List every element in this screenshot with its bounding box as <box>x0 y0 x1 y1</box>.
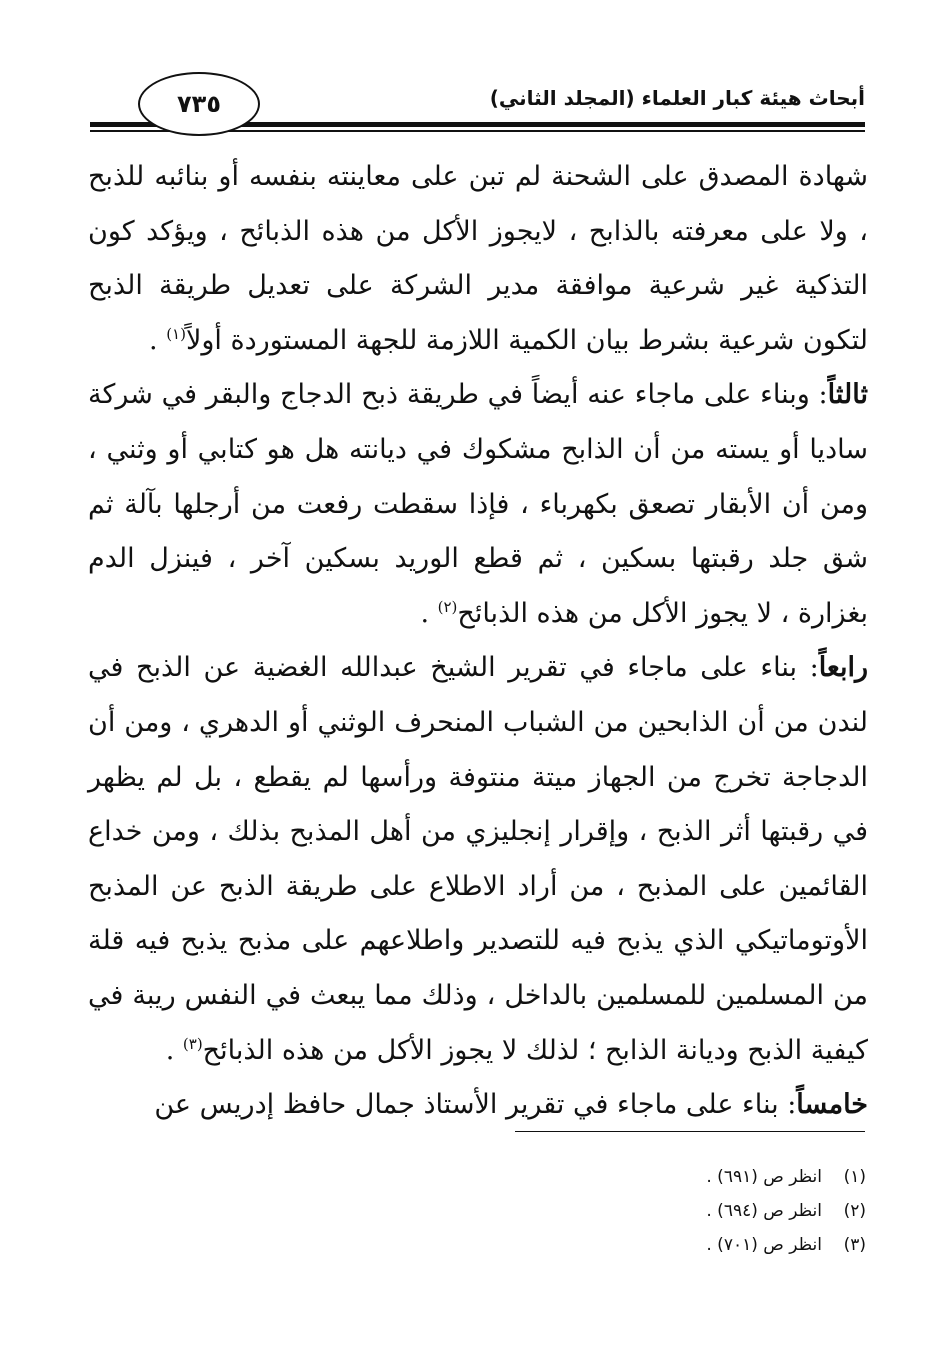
paragraph-text: : بناء على ماجاء في تقرير الشيخ عبدالله الغضية عن الذبح في لندن من أن الذابحين من الشباب المنحرف الوثني أو الدهري ، ومن أن الدجاجة تخرج من الجهاز ميتة منتوفة ورأسها لم يقطع ، بل لم يظهر في رقبتها أثر الذبح ، وإقرار إنجليزي من أهل المذبح بذلك ، ومن خداع القائمين على المذبح ، من أراد الاطلاع على طريقة الذبح عن المذبح الأوتوماتيكي الذي يذبح فيه للتصدير واطلاعهم على مذبح يذبح فيه قلة من المسلمين للمسلمين بالداخل ، وذلك مما يبعث في النفس ريبة في كيفية الذبح وديانة الذابح ؛ لذلك لا يجوز الأكل من هذه الذبائح <box>88 652 868 1066</box>
paragraph <box>88 368 868 641</box>
footnote-text: انظر ص (٧٠١) . <box>706 1235 822 1255</box>
paragraph-text: : بناء على ماجاء في تقرير الأستاذ جمال حافظ إدريس عن <box>154 1089 797 1121</box>
paragraph-tail: . <box>420 597 438 629</box>
footnote-number: (٢) <box>843 1201 866 1221</box>
footnote-number: (١) <box>843 1167 866 1187</box>
main-text <box>88 150 868 1133</box>
footnote <box>706 1194 866 1228</box>
footnote-text: انظر ص (٦٩١) . <box>706 1167 822 1187</box>
footnote-ref: (١) <box>166 324 186 343</box>
book-title: أبحاث هيئة كبار العلماء (المجلد الثاني) <box>489 86 865 110</box>
paragraph-text: شهادة المصدق على الشحنة لم تبن على معاينته بنفسه أو بنائبه للذبح ، ولا على معرفته بالذابح ، لايجوز الأكل من هذه الذبائح ، ويؤكد كون التذكية غير شرعية موافقة مدير الشركة على تعديل طريقة الذبح لتكون شرعية بشرط بيان الكمية اللازمة للجهة المستوردة أولاً <box>88 161 868 356</box>
paragraph <box>88 150 868 368</box>
paragraph-tail: . <box>149 324 167 356</box>
running-header <box>90 80 865 150</box>
paragraph-lead: ثالثاً <box>827 379 868 411</box>
paragraph-lead: خامساً <box>796 1089 868 1121</box>
footnote-text: انظر ص (٦٩٤) . <box>706 1201 822 1221</box>
paragraph-lead: رابعاً <box>818 652 868 684</box>
paragraph-text: : وبناء على ماجاء عنه أيضاً في طريقة ذبح الدجاج والبقر في شركة ساديا أو يسته من أن الذابح مشكوك في ديانته هل هو كتابي أو وثني ، ومن أن الأبقار تصعق بكهرباء ، فإذا سقطت رفعت من أرجلها بآلة ثم شق جلد رقبتها بسكين ، ثم قطع الوريد بسكين آخر ، فينزل الدم بغزارة ، لا يجوز الأكل من هذه الذبائح <box>88 379 868 629</box>
footnotes <box>706 1160 866 1262</box>
footnote-number: (٣) <box>843 1235 866 1255</box>
paragraph-tail: . <box>165 1034 183 1066</box>
footnote-ref: (٢) <box>437 597 458 616</box>
footnote <box>706 1228 866 1262</box>
footnote <box>706 1160 866 1194</box>
page-number: ٧٣٥ <box>138 72 260 136</box>
paragraph <box>88 1078 868 1133</box>
paragraph <box>88 641 868 1078</box>
footnote-ref: (٣) <box>182 1034 203 1053</box>
footnote-separator <box>515 1131 865 1132</box>
